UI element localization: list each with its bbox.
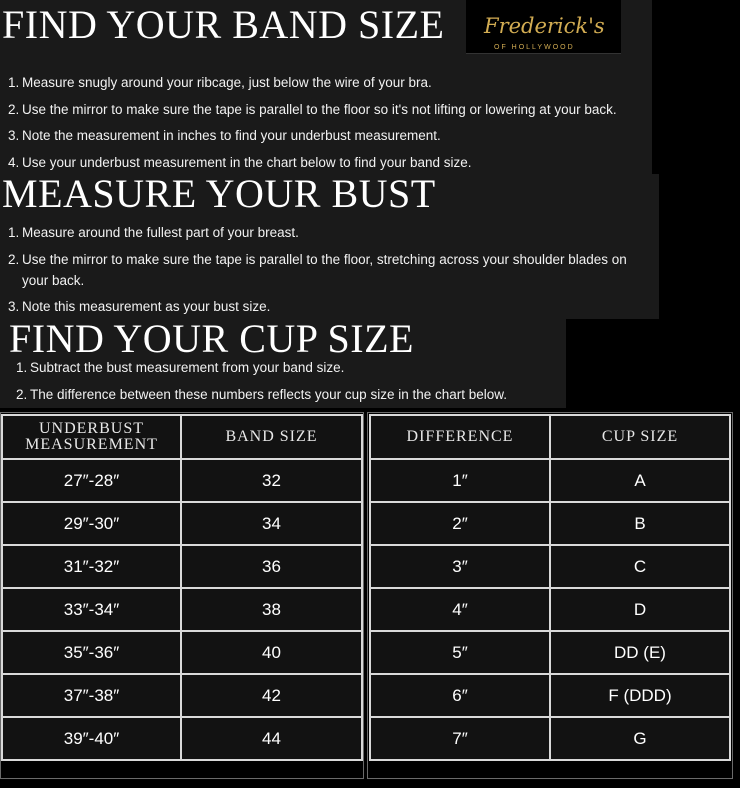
band-size-steps — [8, 72, 648, 178]
table-row — [2, 631, 362, 674]
underbust-cell: 35″-36″ — [2, 631, 181, 674]
table-row — [2, 545, 362, 588]
table-row — [2, 502, 362, 545]
difference-cell: 6″ — [370, 674, 550, 717]
bust-steps — [8, 222, 656, 317]
table-row — [2, 588, 362, 631]
band-size-cell: 40 — [181, 631, 362, 674]
cup-size-cell: D — [550, 588, 730, 631]
cup-size-cell: DD (E) — [550, 631, 730, 674]
list-item: 1. Measure around the fullest part of your breast. — [8, 225, 299, 240]
difference-cell: 2″ — [370, 502, 550, 545]
band-size-table — [1, 414, 363, 761]
table-row — [370, 631, 730, 674]
band-size-header: BAND SIZE — [181, 415, 362, 459]
list-item: 1. Measure snugly around your ribcage, just below the wire of your bra. — [8, 75, 432, 90]
bust-heading: MEASURE YOUR BUST — [2, 171, 436, 216]
underbust-cell: 33″-34″ — [2, 588, 181, 631]
list-item: 3. Note this measurement as your bust size. — [8, 299, 271, 314]
cup-size-cell: F (DDD) — [550, 674, 730, 717]
difference-cell: 5″ — [370, 631, 550, 674]
difference-cell: 4″ — [370, 588, 550, 631]
difference-cell: 3″ — [370, 545, 550, 588]
underbust-cell: 37″-38″ — [2, 674, 181, 717]
cup-size-cell: A — [550, 459, 730, 502]
table-row — [2, 459, 362, 502]
list-item: 2. The difference between these numbers reflects your cup size in the chart below. — [16, 387, 508, 402]
cup-size-heading: FIND YOUR CUP SIZE — [9, 316, 414, 361]
logo-subtitle: OF HOLLYWOOD — [494, 44, 575, 51]
table-row — [370, 717, 730, 760]
table-header-row — [2, 415, 362, 459]
underbust-cell: 29″-30″ — [2, 502, 181, 545]
band-size-cell: 44 — [181, 717, 362, 760]
table-row — [370, 502, 730, 545]
cup-size-steps — [16, 357, 564, 411]
difference-header: DIFFERENCE — [370, 415, 550, 459]
cup-size-cell: B — [550, 502, 730, 545]
cup-size-cell: C — [550, 545, 730, 588]
table-header-row — [370, 415, 730, 459]
table-row — [370, 545, 730, 588]
underbust-cell: 39″-40″ — [2, 717, 181, 760]
underbust-cell: 27″-28″ — [2, 459, 181, 502]
band-size-heading: FIND YOUR BAND SIZE — [2, 2, 445, 47]
band-size-cell: 38 — [181, 588, 362, 631]
band-size-cell: 34 — [181, 502, 362, 545]
cup-size-table — [369, 414, 731, 761]
cup-size-header: CUP SIZE — [550, 415, 730, 459]
band-size-cell: 36 — [181, 545, 362, 588]
table-row — [370, 459, 730, 502]
table-row — [370, 674, 730, 717]
difference-cell: 7″ — [370, 717, 550, 760]
table-row — [2, 674, 362, 717]
cup-size-cell: G — [550, 717, 730, 760]
underbust-header: UNDERBUST MEASUREMENT — [2, 415, 181, 459]
band-size-cell: 42 — [181, 674, 362, 717]
underbust-cell: 31″-32″ — [2, 545, 181, 588]
list-item: 2. Use the mirror to make sure the tape is parallel to the floor so it's not lifting or lowering at your back. — [8, 101, 617, 117]
list-item: 1. Subtract the bust measurement from your band size. — [16, 360, 345, 375]
table-row — [370, 588, 730, 631]
band-size-cell: 32 — [181, 459, 362, 502]
table-row — [2, 717, 362, 760]
logo-script: Frederick's — [484, 14, 605, 38]
fredericks-logo — [466, 0, 621, 54]
list-item: 4. Use your underbust measurement in the chart below to find your band size. — [8, 154, 472, 170]
difference-cell: 1″ — [370, 459, 550, 502]
list-item: 3. Note the measurement in inches to find your underbust measurement. — [8, 128, 441, 143]
list-item: 2. Use the mirror to make sure the tape is parallel to the floor, stretching across your shoulder blades on your back. — [8, 252, 627, 288]
